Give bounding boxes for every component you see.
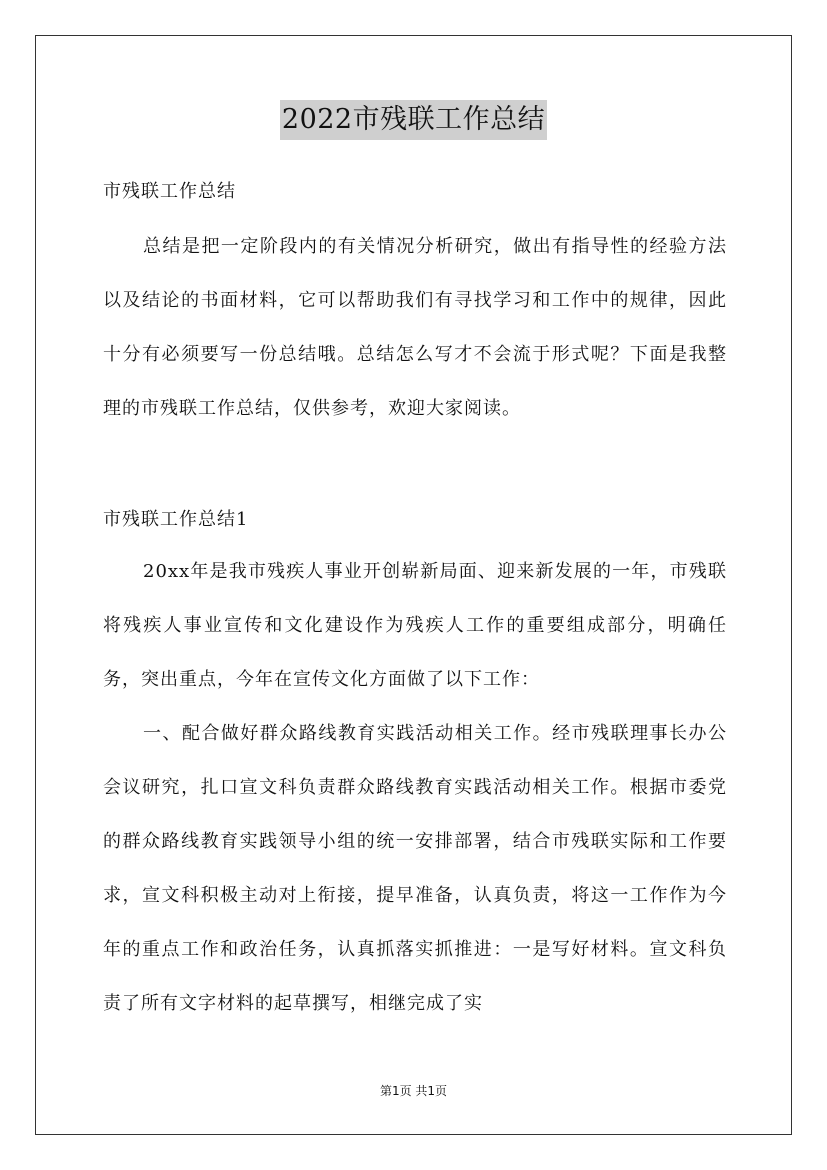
document-title: 2022市残联工作总结 — [280, 100, 547, 140]
title-container — [0, 100, 827, 140]
body-paragraph-1: 20xx年是我市残疾人事业开创崭新局面、迎来新发展的一年，市残联将残疾人事业宣传和文化建设作为残疾人工作的重要组成部分，明确任务，突出重点，今年在宣传文化方面做了以下工作： — [103, 561, 727, 690]
intro-paragraph: 总结是把一定阶段内的有关情况分析研究，做出有指导性的经验方法以及结论的书面材料，它可以帮助我们有寻找学习和工作中的规律，因此十分有必须要写一份总结哦。总结怎么写才不会流于形式呢？下面是我整理的市残联工作总结，仅供参考，欢迎大家阅读。 — [103, 236, 727, 419]
section-heading-intro: 市残联工作总结 — [103, 181, 236, 202]
section-heading-1: 市残联工作总结1 — [103, 509, 249, 530]
body-paragraph-2: 一、配合做好群众路线教育实践活动相关工作。经市残联理事长办公会议研究，扎口宣文科负责群众路线教育实践活动相关工作。根据市委党的群众路线教育实践领导小组的统一安排部署，结合市残联实际和工作要求，宣文科积极主动对上衔接，提早准备，认真负责，将这一工作作为今年的重点工作和政治任务，认真抓落实抓推进：一是写好材料。宣文科负责了所有文字材料的起草撰写，相继完成了实 — [103, 723, 727, 1014]
page-footer: 第1页 共1页 — [379, 1084, 448, 1098]
